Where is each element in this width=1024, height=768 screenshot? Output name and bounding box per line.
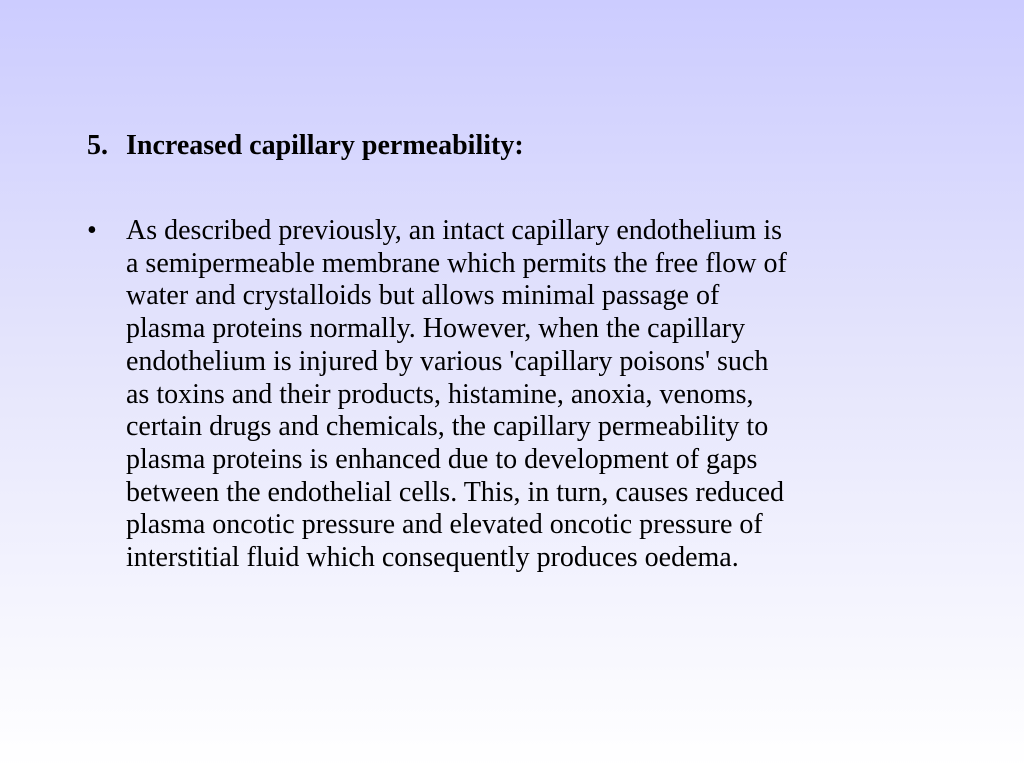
bullet-item xyxy=(87,215,967,575)
paragraph-line: between the endothelial cells. This, in turn, causes reduced xyxy=(126,476,785,508)
bullet-paragraph xyxy=(126,215,946,575)
paragraph-line: interstitial fluid which consequently produces oedema. xyxy=(126,542,739,574)
paragraph-line: a semipermeable membrane which permits the free flow of xyxy=(126,247,787,279)
bullet-mark: • xyxy=(87,215,97,246)
paragraph-line: water and crystalloids but allows minimal passage of xyxy=(126,280,720,312)
heading-number: 5. xyxy=(87,130,108,161)
paragraph-line: plasma oncotic pressure and elevated oncotic pressure of xyxy=(126,509,763,541)
heading-text: Increased capillary permeability: xyxy=(126,130,524,161)
paragraph-line: certain drugs and chemicals, the capillary permeability to xyxy=(126,411,769,443)
paragraph-line: as toxins and their products, histamine, anoxia, venoms, xyxy=(126,378,754,410)
paragraph-line: endothelium is injured by various 'capillary poisons' such xyxy=(126,345,769,377)
paragraph-line: plasma proteins is enhanced due to development of gaps xyxy=(126,443,758,475)
paragraph-line: As described previously, an intact capillary endothelium is xyxy=(126,215,783,246)
section-heading xyxy=(87,129,947,163)
paragraph-line: plasma proteins normally. However, when the capillary xyxy=(126,313,746,345)
